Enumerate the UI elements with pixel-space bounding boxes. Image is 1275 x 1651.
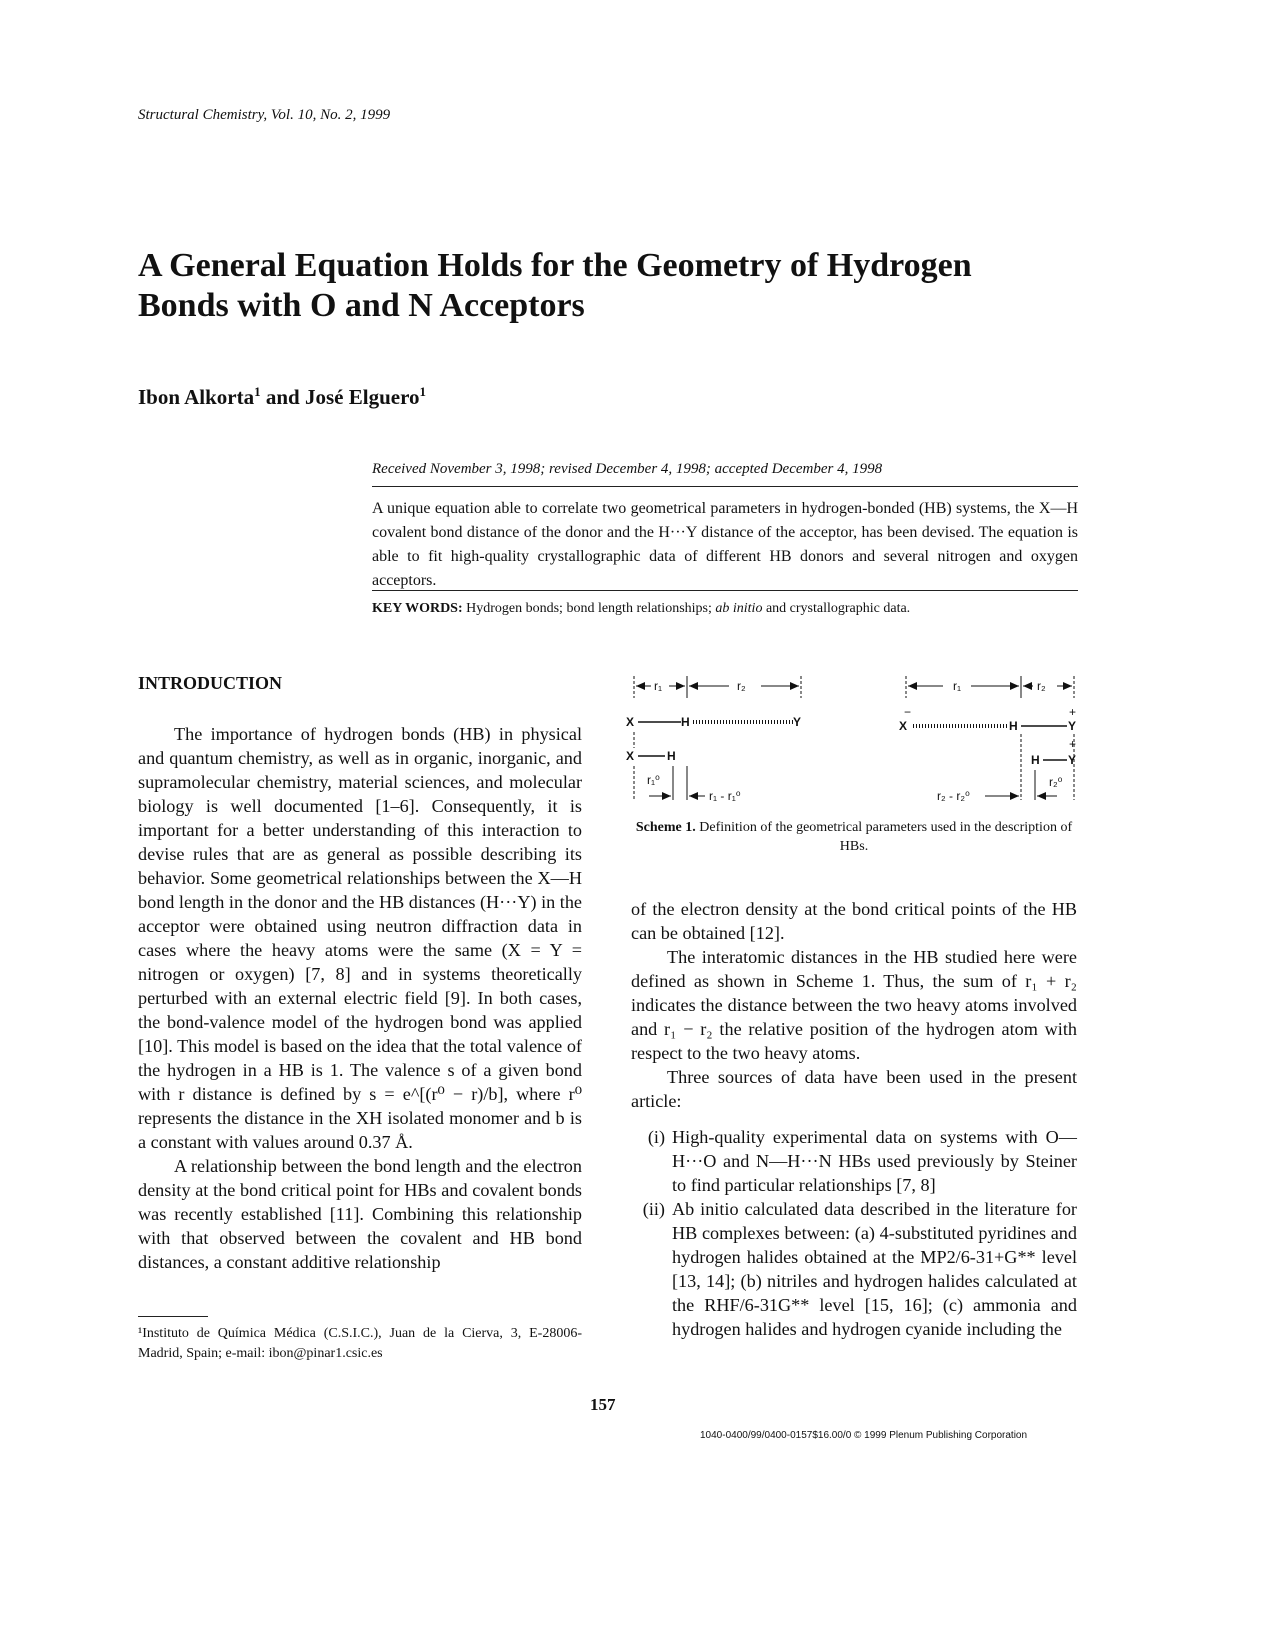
keywords	[372, 601, 910, 617]
keywords-text-2: and crystallographic data.	[762, 601, 911, 616]
author-1-affiliation: 1	[254, 384, 261, 399]
right-column	[631, 897, 1077, 1341]
charge-plus-y: +	[1069, 705, 1077, 719]
label-r2-left: r₂	[737, 679, 746, 693]
data-sources-list	[631, 1125, 1077, 1341]
keywords-italic: ab initio	[715, 601, 763, 616]
right-paragraph-2: The interatomic distances in the HB studied here were defined as shown in Scheme 1. Thus, the sum of r₁ + r₂ indicates the distance between the two heavy atoms involved and r₁ − r₂ the relative position of the hydrogen atom with respect to the two heavy atoms.	[631, 947, 1077, 1063]
atom-x-right-row1: X	[899, 719, 908, 733]
journal-line: Structural Chemistry, Vol. 10, No. 2, 1999	[138, 107, 391, 123]
scheme-1-diagram	[621, 668, 1081, 808]
atom-h-right-row2: H	[1031, 753, 1040, 767]
author-2: José Elguero	[304, 385, 420, 409]
list-item-text: Ab initio calculated data described in the literature for HB complexes between: (a) 4-substituted pyridines and hydrogen halides obtained at the MP2/6-31+G** level [13, 14]; (b) nitriles and hydrogen halides calculated at the RHF/6-31G** level [15, 16]; (c) ammonia and hydrogen halides and hydrogen cyanide including the	[672, 1199, 1077, 1339]
abstract-bottom-rule	[372, 590, 1078, 591]
received-dates: Received November 3, 1998; revised December 4, 1998; accepted December 4, 1998	[372, 461, 883, 477]
author-list	[138, 384, 426, 410]
author-1: Ibon Alkorta	[138, 385, 255, 409]
atom-y-right-row2: Y	[1068, 753, 1077, 767]
label-r2-0: r₂⁰	[1049, 775, 1063, 789]
list-item-number: (i)	[647, 1127, 665, 1147]
keywords-text-1: Hydrogen bonds; bond length relationships;	[462, 601, 716, 616]
label-r2-diff: r₂ - r₂⁰	[937, 789, 970, 803]
left-column	[138, 722, 582, 1274]
atom-h-row2: H	[667, 749, 676, 763]
abstract-top-rule	[372, 486, 1078, 487]
label-r2-right: r₂	[1037, 679, 1046, 693]
atom-h-right-row1: H	[1009, 719, 1018, 733]
author-2-affiliation: 1	[419, 384, 427, 399]
label-r1-right: r₁	[953, 679, 962, 693]
copyright-line: 1040-0400/99/0400-0157$16.00/0 © 1999 Plenum Publishing Corporation	[700, 1430, 1028, 1441]
charge-plus-y-row2: +	[1069, 737, 1077, 751]
intro-paragraph-1: The importance of hydrogen bonds (HB) in physical and quantum chemistry, as well as in organic, inorganic, and supramolecular chemistry, material sciences, and molecular biology is well documented [1–6]. Consequently, it is important for a better understanding of this interaction to devise rules that are as general as possible describing its behavior. Some geometrical relationships between the X—H bond length in the donor and the HB distances (H···Y) in the acceptor were obtained using neutron diffraction data in cases where the heavy atoms were the same (X = Y = nitrogen or oxygen) [7, 8] and in systems theoretically perturbed with an external electric field [9]. In both cases, the bond-valence model of the hydrogen bond was applied [10]. This model is based on the idea that the total valence of the hydrogen in a HB is 1. The valence s of a given bond with r distance is defined by s = e^[(r⁰ − r)/b], where r⁰ represents the distance in the XH isolated monomer and b is a constant with values around 0.37 Å.	[138, 724, 582, 1152]
title-line-1: A General Equation Holds for the Geometry of Hydrogen	[138, 247, 972, 284]
list-item-number: (ii)	[642, 1199, 665, 1219]
abstract: A unique equation able to correlate two geometrical parameters in hydrogen-bonded (HB) systems, the X—H covalent bond distance of the donor and the H···Y distance of the acceptor, has been devised. The equation is able to fit high-quality crystallographic data of different HB donors and several nitrogen and oxygen acceptors.	[372, 500, 1078, 589]
scheme-caption-label: Scheme 1.	[635, 820, 696, 835]
footnote-rule	[138, 1316, 208, 1317]
atom-x-row2: X	[626, 749, 635, 763]
list-item	[635, 1197, 1077, 1341]
paper-title	[138, 246, 1138, 326]
list-item	[635, 1125, 1077, 1197]
atom-y-row1: Y	[793, 715, 802, 729]
section-heading-introduction: INTRODUCTION	[138, 673, 283, 693]
right-paragraph-1: of the electron density at the bond critical points of the HB can be obtained [12].	[631, 899, 1077, 943]
title-line-2: Bonds with O and N Acceptors	[138, 287, 585, 324]
charge-minus-x: −	[904, 705, 912, 719]
intro-paragraph-2: A relationship between the bond length and the electron density at the bond critical point for HBs and covalent bonds was recently established [11]. Combining this relationship with that observed between the covalent and HB bond distances, a constant additive relationship	[138, 1156, 582, 1272]
right-paragraph-3: Three sources of data have been used in the present article:	[631, 1067, 1077, 1111]
scheme-right-panel	[899, 676, 1076, 803]
author-separator: and	[260, 385, 305, 409]
scheme-left-panel	[626, 676, 801, 803]
scheme-1-caption	[631, 818, 1077, 856]
list-item-text: High-quality experimental data on systems with O—H···O and N—H···N HBs used previously by Steiner to find particular relationships [7, 8]	[672, 1127, 1077, 1195]
keywords-label: KEY WORDS:	[372, 601, 463, 616]
affiliation-footnote: ¹Instituto de Química Médica (C.S.I.C.), Juan de la Cierva, 3, E-28006-Madrid, Spain; e-mail: ibon@pinar1.csic.es	[138, 1326, 582, 1361]
page-number: 157	[590, 1395, 616, 1414]
label-r1-left: r₁	[654, 679, 663, 693]
label-r1-diff: r₁ - r₁⁰	[709, 789, 741, 803]
atom-h-row1: H	[681, 715, 690, 729]
scheme-caption-text: Definition of the geometrical parameters used in the description of HBs.	[695, 820, 1073, 854]
atom-x-row1: X	[626, 715, 635, 729]
atom-y-right-row1: Y	[1068, 719, 1077, 733]
label-r1-0: r₁⁰	[647, 773, 660, 787]
